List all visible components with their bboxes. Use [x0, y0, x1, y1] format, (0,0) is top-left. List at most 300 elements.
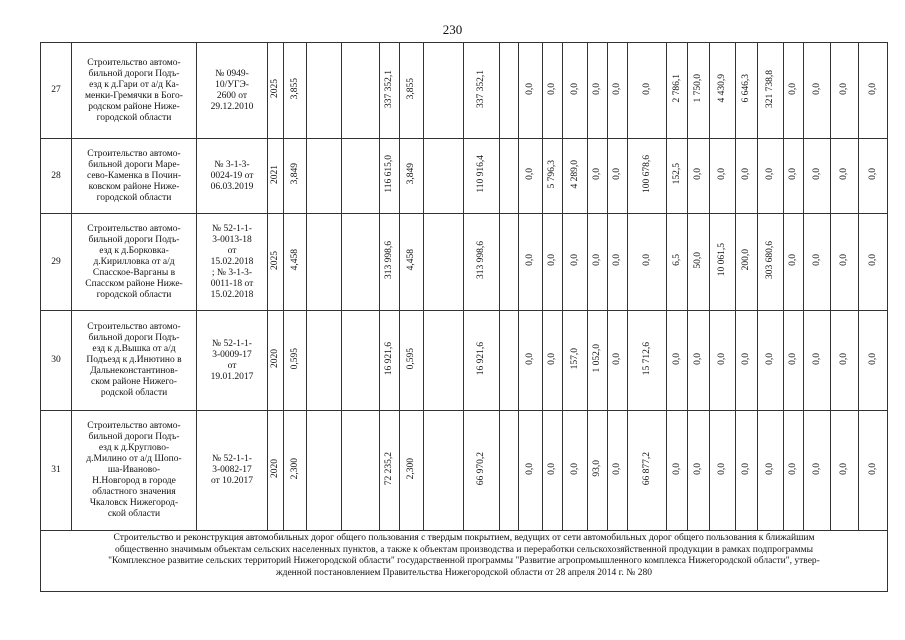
- value-text: 0,0: [839, 352, 849, 365]
- value-text: 116 615,0: [384, 155, 394, 193]
- value-text: 0,0: [641, 254, 652, 266]
- value-cell: [519, 411, 543, 531]
- value-text: 157,0: [569, 347, 580, 370]
- document-line: № 52-1-1-: [212, 338, 252, 349]
- object-name-line: городской области: [96, 112, 172, 123]
- value-cell: [710, 43, 736, 139]
- value-text: 0,0: [592, 82, 602, 95]
- value-text: 3,855: [289, 77, 300, 100]
- value-text: 337 352,1: [476, 69, 486, 108]
- value-cell: [710, 214, 736, 311]
- object-name-line: езд к д.Вышка от а/д: [92, 344, 176, 354]
- object-name-line: езд к д.Гари от а/д Ка-: [89, 79, 179, 90]
- data-table: [40, 42, 888, 592]
- value-cell: [688, 214, 710, 311]
- object-name-line: Дальнеконстантинов-: [90, 366, 178, 376]
- value-cell: [758, 139, 784, 214]
- value-text: 0,0: [839, 254, 849, 266]
- value-cell: [563, 214, 588, 311]
- value-cell: [758, 311, 784, 411]
- value-text: 0,0: [811, 254, 822, 266]
- value-cell: [543, 43, 563, 139]
- object-name-line: Н.Новгород в городе: [92, 476, 176, 486]
- value-text: 313 998,6: [384, 241, 394, 279]
- value-cell: [307, 139, 342, 214]
- value-cell: [736, 139, 758, 214]
- value-text: 50,0: [693, 251, 703, 269]
- value-cell: [464, 411, 500, 531]
- value-text: 0,0: [867, 462, 878, 475]
- value-text: 0,0: [867, 168, 878, 180]
- value-cell: [804, 139, 831, 214]
- value-cell: [400, 311, 424, 411]
- footer-line: жденной постановлением Правительства Нижегородской области от 28 апреля 2014 г. № 280: [276, 567, 652, 578]
- value-cell: [268, 411, 284, 531]
- table-row: [41, 311, 888, 411]
- value-text: 0,0: [741, 352, 751, 365]
- value-cell: [500, 411, 519, 531]
- value-text: 100 678,6: [641, 155, 652, 193]
- value-text: 3,849: [406, 163, 416, 185]
- value-text: 110 916,4: [476, 155, 486, 193]
- value-cell: [710, 139, 736, 214]
- value-cell: [464, 139, 500, 214]
- value-cell: [268, 43, 284, 139]
- value-cell: [424, 139, 464, 214]
- value-text: 0,0: [612, 82, 622, 95]
- document-line: 29.12.2010: [210, 101, 254, 112]
- value-cell: [688, 139, 710, 214]
- object-name-line: бильной дороги Подъ-: [88, 68, 180, 79]
- document-cell: [197, 139, 268, 214]
- value-cell: [608, 411, 628, 531]
- value-cell: [588, 214, 608, 311]
- value-cell: [307, 43, 342, 139]
- value-cell: [804, 214, 831, 311]
- value-text: 3,855: [406, 77, 416, 100]
- value-text: 0,595: [406, 347, 416, 370]
- value-text: 0,0: [839, 462, 849, 475]
- value-text: 0,0: [693, 168, 703, 180]
- value-text: 0,0: [788, 462, 798, 475]
- value-cell: [342, 43, 380, 139]
- value-cell: [500, 43, 519, 139]
- value-text: 0,0: [525, 254, 535, 266]
- value-text: 321 738,8: [765, 69, 775, 108]
- value-cell: [519, 43, 543, 139]
- value-cell: [307, 214, 342, 311]
- value-cell: [519, 214, 543, 311]
- value-cell: [284, 214, 307, 311]
- object-name-cell: [72, 43, 197, 139]
- value-text: 0,0: [867, 82, 878, 95]
- table-row: [41, 139, 888, 214]
- value-text: 0,0: [867, 352, 878, 365]
- row-number: 28: [41, 139, 72, 214]
- footer-line: Строительство и реконструкция автомобильных дорог общего пользования с твердым покрытием, ведущих от сети автомобильных дорог общего пользования к ближайшим: [113, 533, 815, 543]
- value-cell: [342, 214, 380, 311]
- value-cell: [784, 214, 804, 311]
- value-cell: [831, 411, 859, 531]
- value-text: 0,0: [811, 462, 822, 475]
- value-cell: [519, 311, 543, 411]
- object-name-line: Подъезд к д.Инютино в: [86, 355, 182, 365]
- value-cell: [784, 411, 804, 531]
- value-text: 0,0: [592, 168, 602, 180]
- value-cell: [543, 411, 563, 531]
- value-text: 0,0: [569, 462, 580, 475]
- value-cell: [424, 43, 464, 139]
- value-cell: [859, 411, 888, 531]
- table-row: [41, 43, 888, 139]
- value-text: 0,0: [788, 254, 798, 266]
- row-number: 29: [41, 214, 72, 311]
- document-cell: [197, 411, 268, 531]
- value-cell: [563, 311, 588, 411]
- value-cell: [804, 311, 831, 411]
- value-cell: [268, 139, 284, 214]
- value-text: 0,0: [765, 462, 775, 475]
- value-text: 0,0: [569, 254, 580, 266]
- object-name-line: менки-Гремячки в Бого-: [85, 90, 183, 101]
- page-number: 230: [442, 22, 463, 37]
- value-cell: [268, 311, 284, 411]
- document-line: 3-0009-17: [212, 349, 252, 360]
- object-name-line: сево-Каменка в Почин-: [86, 170, 182, 181]
- value-cell: [628, 411, 667, 531]
- value-text: 4 430,9: [717, 74, 727, 103]
- value-text: 0,0: [765, 352, 775, 365]
- object-name-cell: [72, 311, 197, 411]
- value-cell: [710, 411, 736, 531]
- value-cell: [500, 139, 519, 214]
- document-cell: [197, 43, 268, 139]
- value-cell: [859, 311, 888, 411]
- value-text: 0,0: [788, 352, 798, 365]
- object-name-line: ша-Иваново-: [107, 465, 161, 475]
- object-name-line: Строительство автомо-: [87, 421, 181, 431]
- value-text: 4 289,0: [569, 159, 580, 189]
- value-cell: [342, 411, 380, 531]
- value-text: 313 998,6: [476, 241, 486, 279]
- value-cell: [736, 311, 758, 411]
- document-line: 3-0082-17: [212, 465, 252, 475]
- value-cell: [380, 311, 400, 411]
- document-line: 0024-19 от: [210, 170, 254, 181]
- value-text: 5 796,3: [547, 159, 557, 189]
- value-cell: [859, 214, 888, 311]
- value-cell: [859, 43, 888, 139]
- object-name-line: бильной дороги Подъ-: [88, 333, 180, 343]
- value-cell: [831, 214, 859, 311]
- value-text: 2025: [270, 250, 280, 270]
- value-text: 3,849: [289, 163, 300, 185]
- document-line: 19.01.2017: [210, 371, 254, 382]
- document-line: от: [227, 360, 237, 371]
- value-text: 0,0: [525, 352, 535, 365]
- row-number: 27: [41, 43, 72, 139]
- value-text: 303 680,6: [765, 241, 775, 279]
- document-cell: [197, 311, 268, 411]
- value-text: 2020: [270, 459, 280, 478]
- value-cell: [519, 139, 543, 214]
- value-text: 2 786,1: [671, 74, 682, 103]
- document-line: № 52-1-1-: [212, 454, 252, 464]
- value-text: 0,0: [717, 352, 727, 365]
- value-cell: [758, 214, 784, 311]
- value-cell: [628, 139, 667, 214]
- value-text: 0,0: [693, 352, 703, 365]
- value-text: 0,0: [641, 82, 652, 95]
- value-text: 66 970,2: [476, 451, 486, 486]
- value-cell: [804, 43, 831, 139]
- object-name-line: д.Кирилловка от а/д: [93, 256, 175, 267]
- document-line: 2600 от: [216, 90, 248, 101]
- value-text: 0,0: [525, 82, 535, 95]
- row-number: 30: [41, 311, 72, 411]
- value-text: 1 052,0: [592, 344, 602, 373]
- document-line: 0011-18 от: [210, 278, 254, 289]
- document-cell: [197, 214, 268, 311]
- value-cell: [284, 311, 307, 411]
- value-text: 16 921,6: [384, 341, 394, 376]
- value-text: 2,300: [289, 457, 300, 480]
- value-text: 0,0: [741, 462, 751, 475]
- value-cell: [380, 43, 400, 139]
- value-text: 0,0: [525, 462, 535, 475]
- value-cell: [608, 214, 628, 311]
- footer-line: "Комплексное развитие сельских территорий Нижегородской области" государственной программы "Развитие агропромышленного комплекса Нижегородской области", утвер-: [108, 556, 820, 566]
- value-text: 0,0: [788, 82, 798, 95]
- value-text: 0,0: [547, 254, 557, 266]
- value-text: 2020: [270, 349, 280, 368]
- value-cell: [628, 214, 667, 311]
- object-name-line: родской области: [100, 388, 168, 398]
- value-cell: [284, 43, 307, 139]
- value-cell: [563, 411, 588, 531]
- value-cell: [758, 411, 784, 531]
- document-line: 06.03.2019: [210, 181, 254, 192]
- value-cell: [667, 411, 688, 531]
- value-cell: [608, 311, 628, 411]
- value-cell: [424, 214, 464, 311]
- value-text: 6,5: [671, 254, 682, 266]
- value-cell: [804, 411, 831, 531]
- value-text: 0,0: [592, 254, 602, 266]
- value-cell: [784, 311, 804, 411]
- value-text: 0,0: [547, 462, 557, 475]
- value-cell: [667, 43, 688, 139]
- value-cell: [831, 139, 859, 214]
- value-text: 0,0: [811, 352, 822, 365]
- value-cell: [736, 43, 758, 139]
- object-name-line: Строительство автомо-: [87, 223, 181, 234]
- object-name-line: ском районе Нижего-: [91, 377, 177, 387]
- value-text: 0,0: [839, 82, 849, 95]
- value-text: 4,458: [289, 249, 300, 271]
- value-cell: [588, 43, 608, 139]
- value-text: 0,0: [867, 254, 878, 266]
- value-cell: [667, 214, 688, 311]
- value-cell: [784, 43, 804, 139]
- value-text: 0,0: [569, 82, 580, 95]
- value-text: 16 921,6: [476, 341, 486, 376]
- value-cell: [400, 43, 424, 139]
- value-cell: [342, 311, 380, 411]
- value-cell: [464, 311, 500, 411]
- value-cell: [588, 311, 608, 411]
- value-cell: [307, 411, 342, 531]
- value-text: 93,0: [592, 460, 602, 477]
- value-text: 0,0: [741, 168, 751, 180]
- document-line: № 0949-: [215, 68, 249, 79]
- value-cell: [736, 214, 758, 311]
- value-cell: [380, 139, 400, 214]
- value-text: 0,0: [671, 462, 682, 475]
- document-line: № 52-1-1-: [212, 223, 252, 234]
- value-cell: [500, 214, 519, 311]
- document-line: № 3-1-3-: [214, 159, 250, 170]
- table-row: [41, 411, 888, 531]
- value-text: 337 352,1: [384, 69, 394, 108]
- document-line: ; № 3-1-3-: [211, 267, 253, 278]
- value-cell: [380, 214, 400, 311]
- value-text: 72 235,2: [384, 451, 394, 486]
- value-cell: [784, 139, 804, 214]
- object-name-line: езд к д.Борковка-: [99, 245, 169, 256]
- value-cell: [268, 214, 284, 311]
- value-text: 0,0: [765, 168, 775, 180]
- value-cell: [608, 139, 628, 214]
- value-text: 2,300: [406, 457, 416, 480]
- value-cell: [667, 139, 688, 214]
- value-cell: [464, 43, 500, 139]
- object-name-cell: [72, 411, 197, 531]
- table-row: [41, 214, 888, 311]
- value-text: 0,0: [717, 462, 727, 475]
- value-cell: [342, 139, 380, 214]
- value-text: 0,0: [612, 462, 622, 475]
- value-cell: [563, 43, 588, 139]
- value-text: 0,0: [525, 168, 535, 180]
- object-name-line: городской области: [96, 289, 172, 300]
- value-cell: [424, 311, 464, 411]
- object-name-line: Строительство автомо-: [87, 57, 181, 68]
- value-cell: [688, 411, 710, 531]
- value-cell: [758, 43, 784, 139]
- value-text: 0,0: [693, 462, 703, 475]
- value-text: 10 061,5: [717, 243, 727, 277]
- value-cell: [667, 311, 688, 411]
- value-text: 15 712,6: [641, 341, 652, 376]
- value-cell: [710, 311, 736, 411]
- value-cell: [588, 139, 608, 214]
- value-cell: [464, 214, 500, 311]
- value-cell: [736, 411, 758, 531]
- value-cell: [628, 43, 667, 139]
- object-name-line: бильной дороги Подъ-: [88, 234, 180, 245]
- value-text: 0,0: [612, 352, 622, 365]
- value-text: 0,0: [612, 168, 622, 180]
- object-name-line: городской области: [96, 192, 172, 203]
- value-text: 0,0: [717, 168, 727, 180]
- object-name-line: бильной дороги Маре-: [88, 159, 180, 170]
- value-cell: [543, 214, 563, 311]
- object-name-line: Строительство автомо-: [87, 148, 181, 159]
- value-cell: [424, 411, 464, 531]
- value-text: 0,0: [547, 352, 557, 365]
- value-cell: [307, 311, 342, 411]
- footer-line: общественно значимым объектам сельских населенных пунктов, а также к объектам производства и переработки сельскохозяйственной продукции в рамках подпрограммы: [114, 544, 814, 555]
- object-name-cell: [72, 139, 197, 214]
- object-name-line: езд к д.Кругловo-: [98, 443, 170, 453]
- value-text: 0,595: [289, 347, 300, 370]
- object-name-line: областного значения: [92, 487, 176, 497]
- value-text: 0,0: [547, 82, 557, 95]
- row-number: 31: [41, 411, 72, 531]
- object-name-line: Спасском районе Ниже-: [85, 278, 183, 289]
- value-cell: [688, 43, 710, 139]
- value-text: 0,0: [612, 254, 622, 266]
- document-line: 15.02.2018: [210, 289, 254, 300]
- document-line: от 10.2017: [210, 476, 254, 486]
- value-cell: [608, 43, 628, 139]
- footer-note: [41, 531, 888, 592]
- value-text: 2021: [270, 164, 280, 184]
- value-text: 66 877,2: [641, 451, 652, 486]
- value-text: 4,458: [406, 249, 416, 271]
- object-name-line: Строительство автомо-: [87, 322, 181, 332]
- object-name-line: Спасское-Варганы в: [92, 267, 176, 278]
- value-cell: [400, 214, 424, 311]
- value-cell: [831, 311, 859, 411]
- value-text: 0,0: [671, 352, 682, 365]
- object-name-line: Чкаловск Нижегород-: [89, 498, 179, 508]
- object-name-line: ской области: [107, 509, 161, 519]
- value-cell: [588, 411, 608, 531]
- object-name-line: родском районе Ниже-: [88, 101, 180, 112]
- value-text: 1 750,0: [693, 74, 703, 103]
- document-line: 15.02.2018: [210, 256, 254, 267]
- value-text: 0,0: [788, 168, 798, 180]
- value-text: 0,0: [811, 168, 822, 180]
- value-text: 6 646,3: [741, 74, 751, 103]
- document-line: 3-0013-18: [212, 234, 252, 245]
- document-line: 10/УГЭ-: [215, 79, 249, 90]
- value-cell: [831, 43, 859, 139]
- value-cell: [859, 139, 888, 214]
- value-text: 200,0: [741, 249, 751, 271]
- object-name-line: д.Милино от а/д Шопо-: [86, 454, 182, 464]
- value-cell: [400, 139, 424, 214]
- value-cell: [628, 311, 667, 411]
- value-cell: [543, 139, 563, 214]
- value-text: 152,5: [671, 163, 682, 185]
- value-cell: [563, 139, 588, 214]
- value-text: 0,0: [811, 82, 822, 95]
- value-text: 2025: [270, 79, 280, 98]
- value-cell: [400, 411, 424, 531]
- value-cell: [500, 311, 519, 411]
- value-cell: [543, 311, 563, 411]
- value-cell: [380, 411, 400, 531]
- value-cell: [688, 311, 710, 411]
- value-cell: [284, 139, 307, 214]
- value-cell: [284, 411, 307, 531]
- value-text: 0,0: [839, 168, 849, 180]
- object-name-cell: [72, 214, 197, 311]
- document-line: от: [227, 245, 237, 256]
